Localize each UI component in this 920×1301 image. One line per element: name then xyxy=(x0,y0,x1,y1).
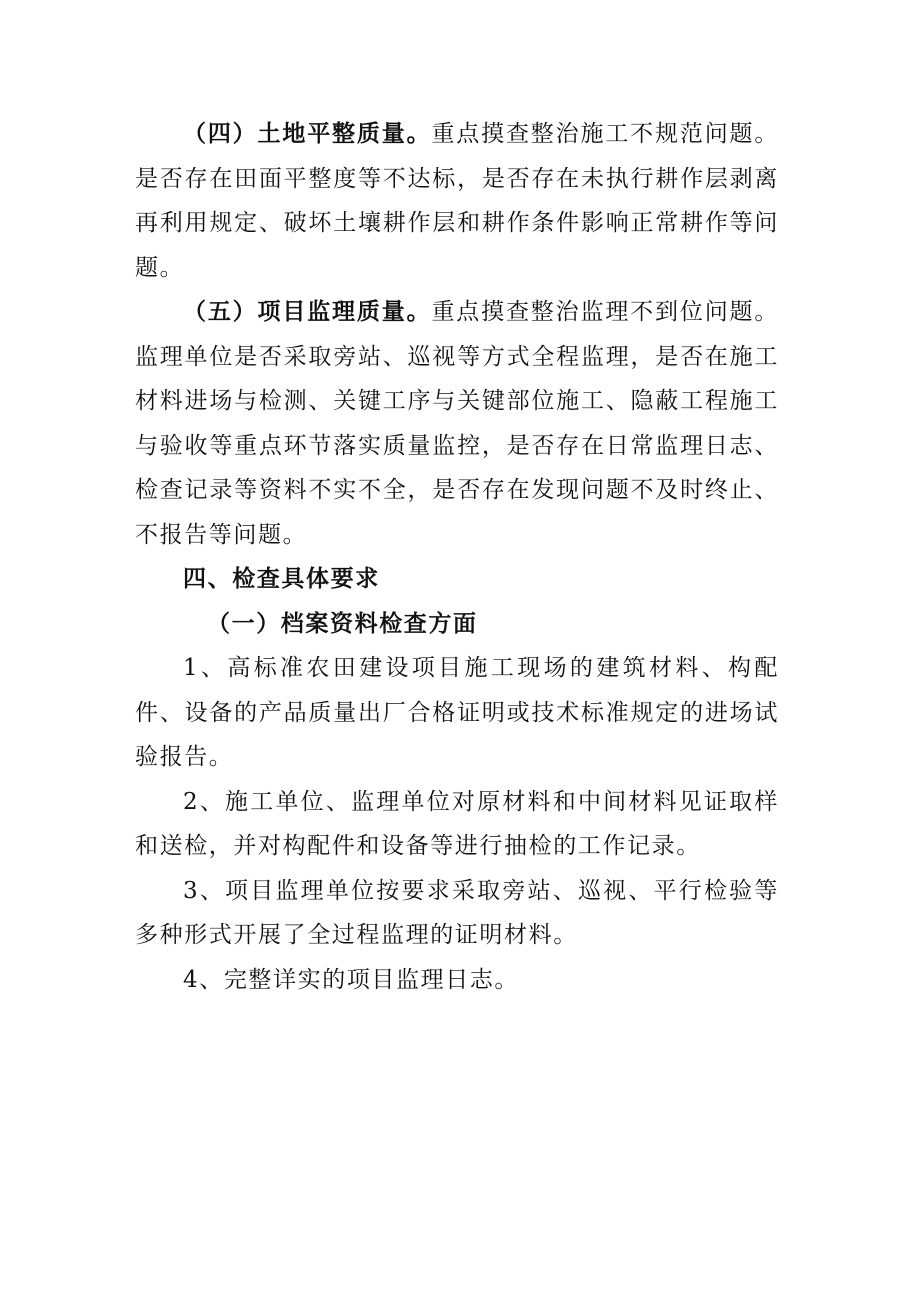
paragraph-land-leveling xyxy=(135,112,779,290)
section-heading-four: 四、检查具体要求 xyxy=(183,565,380,592)
list-item: 4、完整详实的项目监理日志。 xyxy=(183,966,520,993)
subsection-heading-one: （一）档案资料检查方面 xyxy=(207,609,478,637)
list-item: 1、高标准农田建设项目施工现场的建筑材料、构配件、设备的产品质量出厂合格证明或技术标准规定的进场试验报告。 xyxy=(135,655,779,770)
paragraph-supervision xyxy=(135,290,779,557)
list-item: 2、施工单位、监理单位对原材料和中间材料见证取样和送检，并对构配件和设备等进行抽检的工作记录。 xyxy=(135,788,779,859)
paragraph-lead-land-leveling: （四）土地平整质量。 xyxy=(183,120,432,147)
document-body xyxy=(135,112,779,1002)
paragraph-body-land-leveling: 重点摸查整治施工不规范问题。是否存在田面平整度等不达标，是否存在未执行耕作层剥离再利用规定、破坏土壤耕作层和耕作条件影响正常耕作等问题。 xyxy=(135,121,779,281)
paragraph-body-supervision: 重点摸查整治监理不到位问题。监理单位是否采取旁站、巡视等方式全程监理，是否在施工材料进场与检测、关键工序与关键部位施工、隐蔽工程施工与验收等重点环节落实质量监控，是否存在日常监理日志、检查记录等资料不实不全，是否存在发现问题不及时终止、不报告等问题。 xyxy=(135,299,779,548)
list-item: 3、项目监理单位按要求采取旁站、巡视、平行检验等多种形式开展了全过程监理的证明材料。 xyxy=(135,877,779,948)
paragraph-lead-supervision: （五）项目监理质量。 xyxy=(183,298,432,325)
